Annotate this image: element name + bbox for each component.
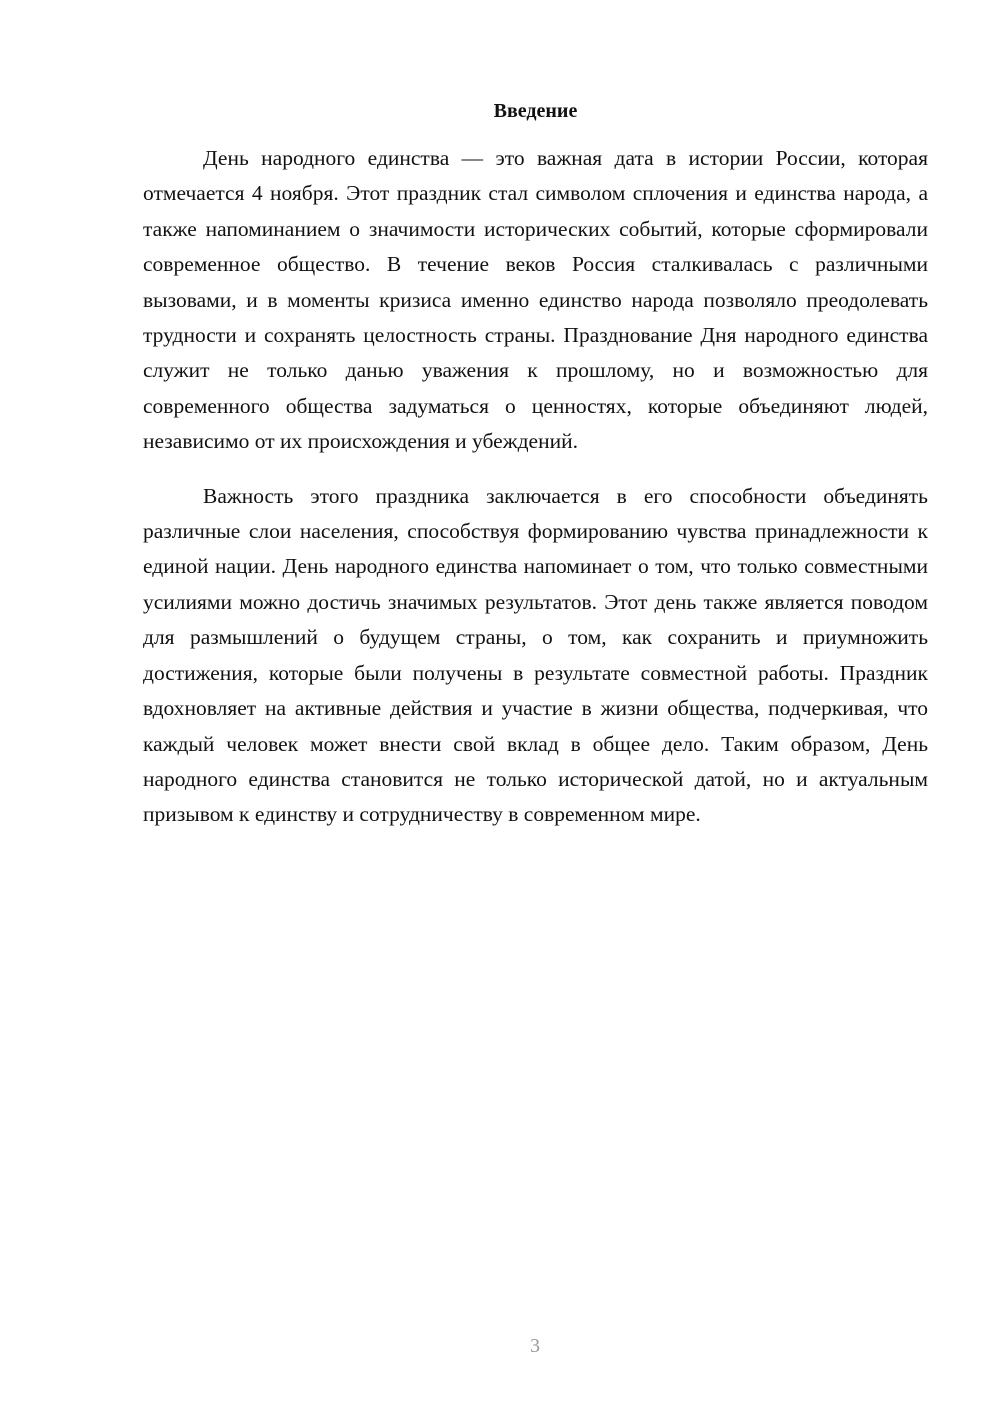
paragraph-2: Важность этого праздника заключается в его способности объединять различные слои населения, способствуя формированию чувства принадлежности к единой нации. День народного единства напоминает о том, что только совместными усилиями можно достичь значимых результатов. Этот день также является поводом для размышлений о будущем страны, о том, как сохранить и приумножить достижения, которые были получены в результате совместной работы. Праздник вдохновляет на активные действия и участие в жизни общества, подчеркивая, что каждый человек может внести свой вклад в общее дело. Таким образом, День народного единства становится не только исторической датой, но и актуальным призывом к единству и сотрудничеству в современном мире. <box>143 483 928 827</box>
page-content <box>143 95 928 833</box>
section-heading: Введение <box>493 100 578 122</box>
page-number: 3 <box>530 1335 540 1357</box>
paragraph-1: День народного единства — это важная дата в истории России, которая отмечается 4 ноября. Этот праздник стал символом сплочения и единства народа, а также напоминанием о значимости исторических событий, которые сформировали современное общество. В течение веков Россия сталкивалась с различными вызовами, и в моменты кризиса именно единство народа позволяло преодолевать трудности и сохранять целостность страны. Празднование Дня народного единства служит не только данью уважения к прошлому, но и возможностью для современного общества задуматься о ценностях, которые объединяют людей, независимо от их происхождения и убеждений. <box>143 146 928 454</box>
